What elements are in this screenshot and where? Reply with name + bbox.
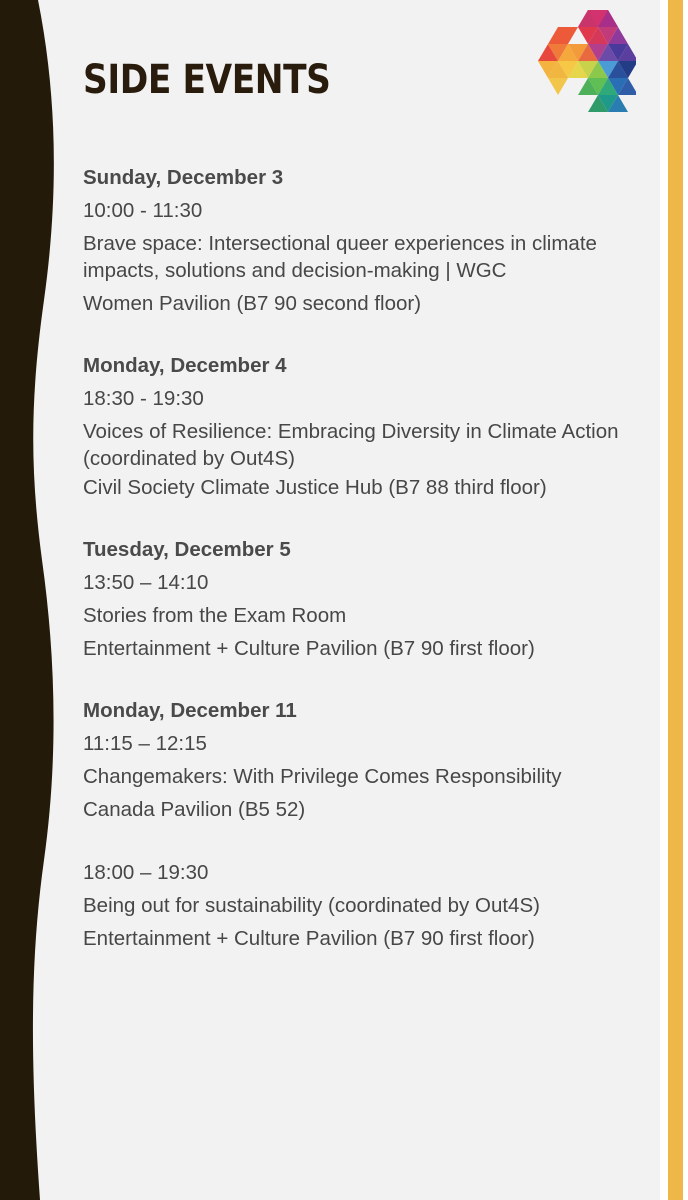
event-name: Voices of Resilience: Embracing Diversity in Climate Action (coordinated by Out4S) xyxy=(83,420,619,470)
event-list xyxy=(83,162,643,985)
event-time: 13:50 – 14:10 xyxy=(83,571,209,594)
event-item xyxy=(83,162,643,320)
event-location: Canada Pavilion (B5 52) xyxy=(83,798,306,821)
event-location: Women Pavilion (B7 90 second floor) xyxy=(83,292,422,315)
event-day: Tuesday, December 5 xyxy=(83,538,291,561)
event-day: Monday, December 4 xyxy=(83,354,287,377)
event-name: Brave space: Intersectional queer experiences in climate impacts, solutions and decision-making | WGC xyxy=(83,232,597,282)
event-item xyxy=(83,695,643,826)
event-time: 18:00 – 19:30 xyxy=(83,861,209,884)
page-title: SIDE EVENTS xyxy=(83,57,331,103)
event-time: 10:00 - 11:30 xyxy=(83,199,203,222)
event-time: 18:30 - 19:30 xyxy=(83,387,204,410)
event-name: Being out for sustainability (coordinated by Out4S) xyxy=(83,894,540,917)
event-day: Sunday, December 3 xyxy=(83,166,284,189)
event-item xyxy=(83,350,643,504)
right-border xyxy=(660,0,688,1200)
event-name: Stories from the Exam Room xyxy=(83,604,347,627)
event-time: 11:15 – 12:15 xyxy=(83,732,207,755)
event-name: Changemakers: With Privilege Comes Responsibility xyxy=(83,765,562,788)
event-location: Civil Society Climate Justice Hub (B7 88 third floor) xyxy=(83,476,547,499)
accent-stripe xyxy=(668,0,683,1200)
wave-border xyxy=(0,0,80,1200)
event-item xyxy=(83,534,643,665)
rainbow-hexagon-logo xyxy=(524,6,636,118)
event-location: Entertainment + Culture Pavilion (B7 90 first floor) xyxy=(83,637,535,660)
event-day: Monday, December 11 xyxy=(83,699,297,722)
event-item xyxy=(83,856,643,955)
event-location: Entertainment + Culture Pavilion (B7 90 first floor) xyxy=(83,927,535,950)
